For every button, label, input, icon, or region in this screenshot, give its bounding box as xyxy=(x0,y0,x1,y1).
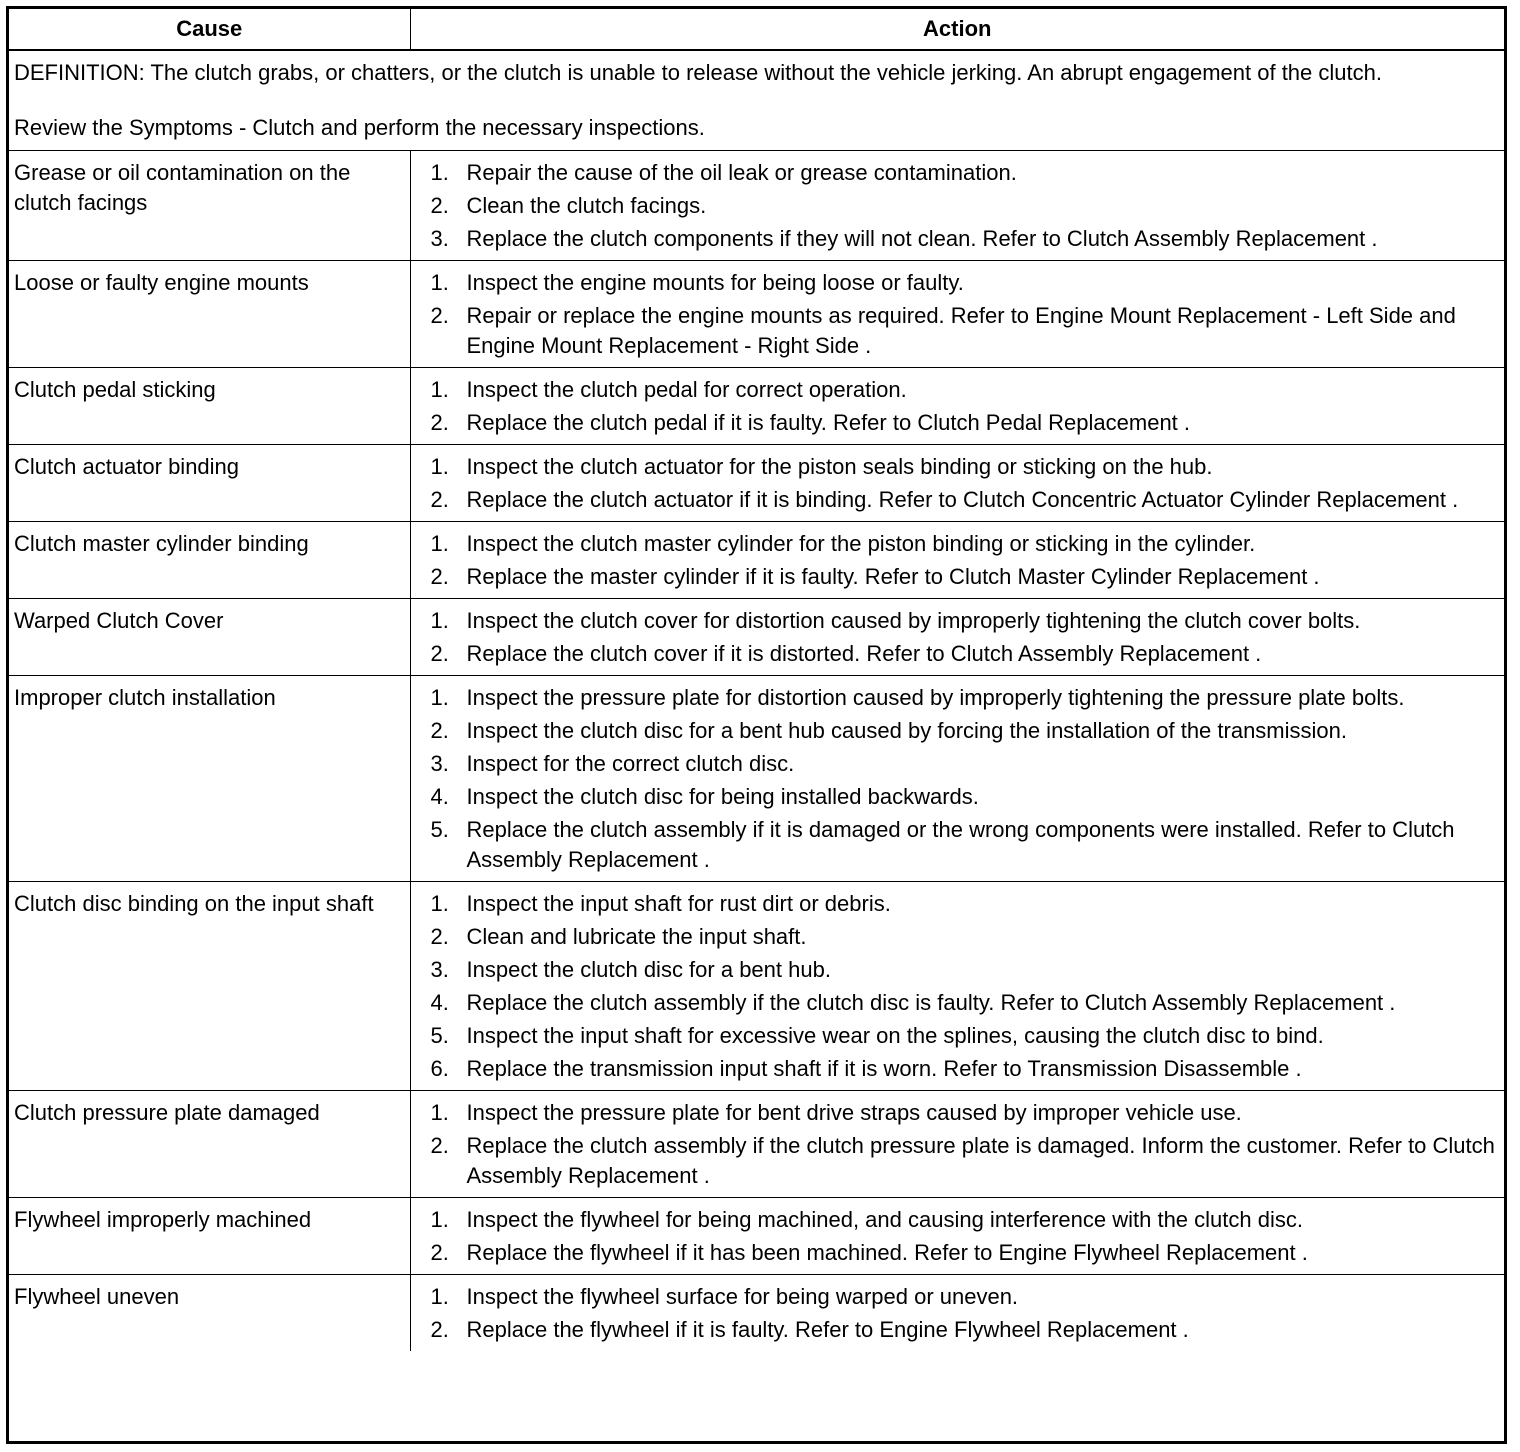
table-row xyxy=(9,1198,1504,1275)
step-number: 1. xyxy=(430,1284,449,1309)
step-text: Inspect the clutch disc for being installed backwards. xyxy=(466,784,979,809)
table-row xyxy=(9,676,1504,882)
step-number: 2. xyxy=(430,564,449,589)
action-steps-list xyxy=(417,1205,1501,1268)
cause-cell: Flywheel improperly machined xyxy=(9,1198,410,1275)
step-number: 1. xyxy=(430,270,449,295)
table-row xyxy=(9,599,1504,676)
action-cell xyxy=(410,1198,1504,1275)
action-cell xyxy=(410,368,1504,445)
cause-cell: Clutch master cylinder binding xyxy=(9,522,410,599)
step-text: Clean the clutch facings. xyxy=(466,193,707,218)
step-number: 3. xyxy=(430,226,449,251)
step-text: Repair or replace the engine mounts as required. Refer to Engine Mount Replacement - Left Side and Engine Mount Replacement - Right Side . xyxy=(466,303,1456,358)
step-text: Inspect the clutch pedal for correct operation. xyxy=(466,377,907,402)
diagnostic-table-frame xyxy=(6,6,1507,1444)
step-text: Inspect the input shaft for rust dirt or debris. xyxy=(466,891,891,916)
action-step xyxy=(417,408,1501,438)
definition-row xyxy=(9,50,1504,151)
step-text: Replace the clutch pedal if it is faulty. Refer to Clutch Pedal Replacement . xyxy=(466,410,1191,435)
action-step xyxy=(417,562,1501,592)
step-text: Inspect the pressure plate for bent drive straps caused by improper vehicle use. xyxy=(466,1100,1242,1125)
action-step xyxy=(417,1238,1501,1268)
step-text: Clean and lubricate the input shaft. xyxy=(466,924,807,949)
step-number: 2. xyxy=(430,1133,449,1158)
action-steps-list xyxy=(417,529,1501,592)
action-step xyxy=(417,716,1501,746)
step-number: 1. xyxy=(430,454,449,479)
table-row xyxy=(9,882,1504,1091)
step-number: 1. xyxy=(430,1100,449,1125)
step-number: 5. xyxy=(430,1023,449,1048)
step-number: 2. xyxy=(430,487,449,512)
step-number: 2. xyxy=(430,193,449,218)
diagnostic-table xyxy=(9,9,1504,1351)
action-step xyxy=(417,191,1501,221)
action-cell xyxy=(410,445,1504,522)
step-text: Inspect the flywheel surface for being warped or uneven. xyxy=(466,1284,1019,1309)
action-step xyxy=(417,529,1501,559)
cause-cell: Clutch pedal sticking xyxy=(9,368,410,445)
step-text: Replace the flywheel if it is faulty. Refer to Engine Flywheel Replacement . xyxy=(466,1317,1189,1342)
step-text: Replace the clutch assembly if it is damaged or the wrong components were installed. Refer to Clutch Assembly Replacement . xyxy=(466,817,1455,872)
cause-cell: Warped Clutch Cover xyxy=(9,599,410,676)
action-step xyxy=(417,988,1501,1018)
step-text: Inspect the engine mounts for being loose or faulty. xyxy=(466,270,964,295)
step-text: Inspect the flywheel for being machined, and causing interference with the clutch disc. xyxy=(466,1207,1303,1232)
action-step xyxy=(417,1131,1501,1191)
step-number: 1. xyxy=(430,531,449,556)
step-number: 1. xyxy=(430,1207,449,1232)
cause-cell: Flywheel uneven xyxy=(9,1275,410,1352)
step-text: Repair the cause of the oil leak or grease contamination. xyxy=(466,160,1017,185)
step-number: 2. xyxy=(430,1240,449,1265)
table-row xyxy=(9,151,1504,261)
action-step xyxy=(417,922,1501,952)
action-cell xyxy=(410,882,1504,1091)
definition-cell xyxy=(9,50,1504,151)
action-step xyxy=(417,1098,1501,1128)
action-step xyxy=(417,375,1501,405)
cause-cell: Clutch actuator binding xyxy=(9,445,410,522)
action-step xyxy=(417,485,1501,515)
action-steps-list xyxy=(417,268,1501,361)
action-steps-list xyxy=(417,158,1501,254)
action-step xyxy=(417,1021,1501,1051)
cause-cell: Clutch disc binding on the input shaft xyxy=(9,882,410,1091)
action-steps-list xyxy=(417,452,1501,515)
action-step xyxy=(417,606,1501,636)
step-number: 2. xyxy=(430,924,449,949)
step-text: Replace the clutch cover if it is distorted. Refer to Clutch Assembly Replacement . xyxy=(466,641,1262,666)
step-text: Replace the clutch assembly if the clutch disc is faulty. Refer to Clutch Assembly Replacement . xyxy=(466,990,1396,1015)
step-number: 3. xyxy=(430,957,449,982)
step-number: 5. xyxy=(430,817,449,842)
step-number: 4. xyxy=(430,990,449,1015)
action-cell xyxy=(410,676,1504,882)
table-row xyxy=(9,445,1504,522)
step-number: 2. xyxy=(430,718,449,743)
step-number: 2. xyxy=(430,1317,449,1342)
step-number: 1. xyxy=(430,160,449,185)
action-steps-list xyxy=(417,683,1501,875)
step-text: Inspect the clutch cover for distortion caused by improperly tightening the clutch cover bolts. xyxy=(466,608,1361,633)
action-step xyxy=(417,782,1501,812)
step-number: 1. xyxy=(430,377,449,402)
step-number: 2. xyxy=(430,641,449,666)
action-step xyxy=(417,639,1501,669)
step-text: Inspect for the correct clutch disc. xyxy=(466,751,795,776)
action-cell xyxy=(410,599,1504,676)
table-row xyxy=(9,368,1504,445)
cause-cell: Improper clutch installation xyxy=(9,676,410,882)
action-step xyxy=(417,889,1501,919)
step-text: Inspect the clutch disc for a bent hub caused by forcing the installation of the transmission. xyxy=(466,718,1347,743)
step-number: 3. xyxy=(430,751,449,776)
action-step xyxy=(417,452,1501,482)
action-step xyxy=(417,815,1501,875)
step-text: Inspect the clutch disc for a bent hub. xyxy=(466,957,831,982)
step-number: 2. xyxy=(430,303,449,328)
step-number: 2. xyxy=(430,410,449,435)
table-row xyxy=(9,1091,1504,1198)
step-text: Replace the flywheel if it has been machined. Refer to Engine Flywheel Replacement . xyxy=(466,1240,1308,1265)
step-number: 4. xyxy=(430,784,449,809)
table-body xyxy=(9,50,1504,1351)
cause-cell: Clutch pressure plate damaged xyxy=(9,1091,410,1198)
cause-column-header: Cause xyxy=(9,9,410,50)
action-step xyxy=(417,224,1501,254)
definition-text: DEFINITION: The clutch grabs, or chatters, or the clutch is unable to release without the vehicle jerking. An abrupt engagement of the clutch. xyxy=(14,60,1382,85)
review-symptoms-text: Review the Symptoms - Clutch and perform the necessary inspections. xyxy=(14,115,705,140)
step-text: Replace the master cylinder if it is faulty. Refer to Clutch Master Cylinder Replacement . xyxy=(466,564,1320,589)
action-steps-list xyxy=(417,606,1501,669)
action-step xyxy=(417,749,1501,779)
step-number: 1. xyxy=(430,685,449,710)
action-step xyxy=(417,158,1501,188)
table-row xyxy=(9,261,1504,368)
action-step xyxy=(417,1282,1501,1312)
cause-cell: Loose or faulty engine mounts xyxy=(9,261,410,368)
table-row xyxy=(9,1275,1504,1352)
step-text: Inspect the pressure plate for distortion caused by improperly tightening the pressure plate bolts. xyxy=(466,685,1405,710)
action-steps-list xyxy=(417,1282,1501,1345)
action-step xyxy=(417,1054,1501,1084)
action-cell xyxy=(410,151,1504,261)
action-cell xyxy=(410,522,1504,599)
action-step xyxy=(417,1315,1501,1345)
action-step xyxy=(417,301,1501,361)
action-cell xyxy=(410,1275,1504,1352)
action-steps-list xyxy=(417,889,1501,1084)
action-cell xyxy=(410,261,1504,368)
action-step xyxy=(417,1205,1501,1235)
table-row xyxy=(9,522,1504,599)
action-column-header: Action xyxy=(410,9,1504,50)
step-text: Replace the clutch assembly if the clutch pressure plate is damaged. Inform the customer. Refer to Clutch Assembly Replacement . xyxy=(466,1133,1495,1188)
action-steps-list xyxy=(417,375,1501,438)
step-number: 1. xyxy=(430,608,449,633)
step-number: 6. xyxy=(430,1056,449,1081)
action-step xyxy=(417,268,1501,298)
header-row xyxy=(9,9,1504,50)
step-text: Replace the transmission input shaft if it is worn. Refer to Transmission Disassemble . xyxy=(466,1056,1302,1081)
action-step xyxy=(417,955,1501,985)
step-text: Inspect the clutch master cylinder for the piston binding or sticking in the cylinder. xyxy=(466,531,1256,556)
cause-cell: Grease or oil contamination on the clutch facings xyxy=(9,151,410,261)
step-text: Inspect the clutch actuator for the piston seals binding or sticking on the hub. xyxy=(466,454,1213,479)
action-cell xyxy=(410,1091,1504,1198)
step-text: Replace the clutch components if they will not clean. Refer to Clutch Assembly Replacement . xyxy=(466,226,1378,251)
action-step xyxy=(417,683,1501,713)
step-text: Replace the clutch actuator if it is binding. Refer to Clutch Concentric Actuator Cylinder Replacement . xyxy=(466,487,1459,512)
step-text: Inspect the input shaft for excessive wear on the splines, causing the clutch disc to bind. xyxy=(466,1023,1324,1048)
action-steps-list xyxy=(417,1098,1501,1191)
step-number: 1. xyxy=(430,891,449,916)
